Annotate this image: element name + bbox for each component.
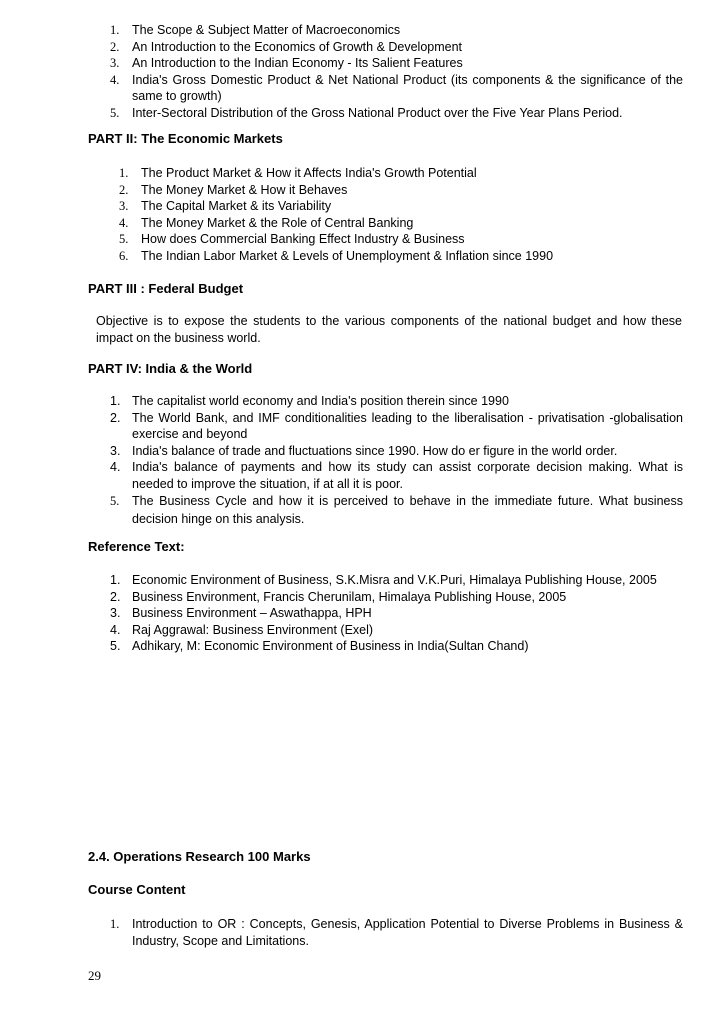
course-content-heading: Course Content (88, 882, 186, 897)
reference-list (110, 572, 683, 655)
part1-list (110, 22, 683, 121)
list-item: 3. Business Environment – Aswathappa, HPH (110, 606, 372, 620)
part2-heading: PART II: The Economic Markets (88, 131, 283, 146)
list-item: 4. Raj Aggrawal: Business Environment (Exel) (110, 622, 374, 637)
list-item: 5. How does Commercial Banking Effect Industry & Business (119, 232, 465, 246)
list-item: 2. The Money Market & How it Behaves (119, 182, 348, 197)
list-item: 4. The Money Market & the Role of Central Banking (119, 215, 414, 230)
list-item: 5. The Business Cycle and how it is perceived to behave in the immediate future. What business decision hinge on this analysis. (110, 494, 683, 526)
list-item: 1. Economic Environment of Business, S.K.Misra and V.K.Puri, Himalaya Publishing House, 2005 (110, 573, 657, 587)
reference-heading: Reference Text: (88, 539, 185, 554)
part3-heading: PART III : Federal Budget (88, 281, 244, 296)
part2-list (119, 165, 683, 264)
list-item: 2. The World Bank, and IMF conditionalities leading to the liberalisation - privatisation -globalisation exercise and beyond (110, 410, 683, 441)
list-item: 1. Introduction to OR : Concepts, Genesis, Application Potential to Diverse Problems in Business & Industry, Scope and Limitations. (110, 917, 683, 948)
list-item: 5. Inter-Sectoral Distribution of the Gross National Product over the Five Year Plans Period. (110, 105, 623, 120)
list-item: 3. The Capital Market & its Variability (119, 199, 332, 213)
section-2-4-heading: 2.4. Operations Research 100 Marks (88, 849, 311, 864)
part4-list (110, 393, 683, 528)
list-item: 1. The capitalist world economy and India's position therein since 1990 (110, 394, 509, 408)
part3-objective: Objective is to expose the students to the various components of the national budget and how these impact on the business world. (96, 314, 682, 345)
list-item: 4. India's balance of payments and how its study can assist corporate decision making. What is needed to improve the situation, if at all it is poor. (110, 460, 683, 491)
list-item: 6. The Indian Labor Market & Levels of Unemployment & Inflation since 1990 (119, 248, 554, 263)
list-item: 2. Business Environment, Francis Cherunilam, Himalaya Publishing House, 2005 (110, 589, 567, 604)
list-item: 1. The Scope & Subject Matter of Macroeconomics (110, 23, 401, 37)
list-item: 4. India's Gross Domestic Product & Net National Product (its components & the significance of the same to growth) (110, 72, 683, 103)
course-content-list (110, 916, 683, 949)
list-item: 3. An Introduction to the Indian Economy - Its Salient Features (110, 56, 463, 70)
page-number: 29 (88, 968, 101, 983)
list-item: 1. The Product Market & How it Affects India's Growth Potential (119, 166, 477, 180)
list-item: 2. An Introduction to the Economics of Growth & Development (110, 39, 463, 54)
list-item: 5. Adhikary, M: Economic Environment of Business in India(Sultan Chand) (110, 639, 529, 653)
part4-heading: PART IV: India & the World (88, 361, 253, 376)
list-item: 3. India's balance of trade and fluctuations since 1990. How do er figure in the world order. (110, 443, 618, 458)
